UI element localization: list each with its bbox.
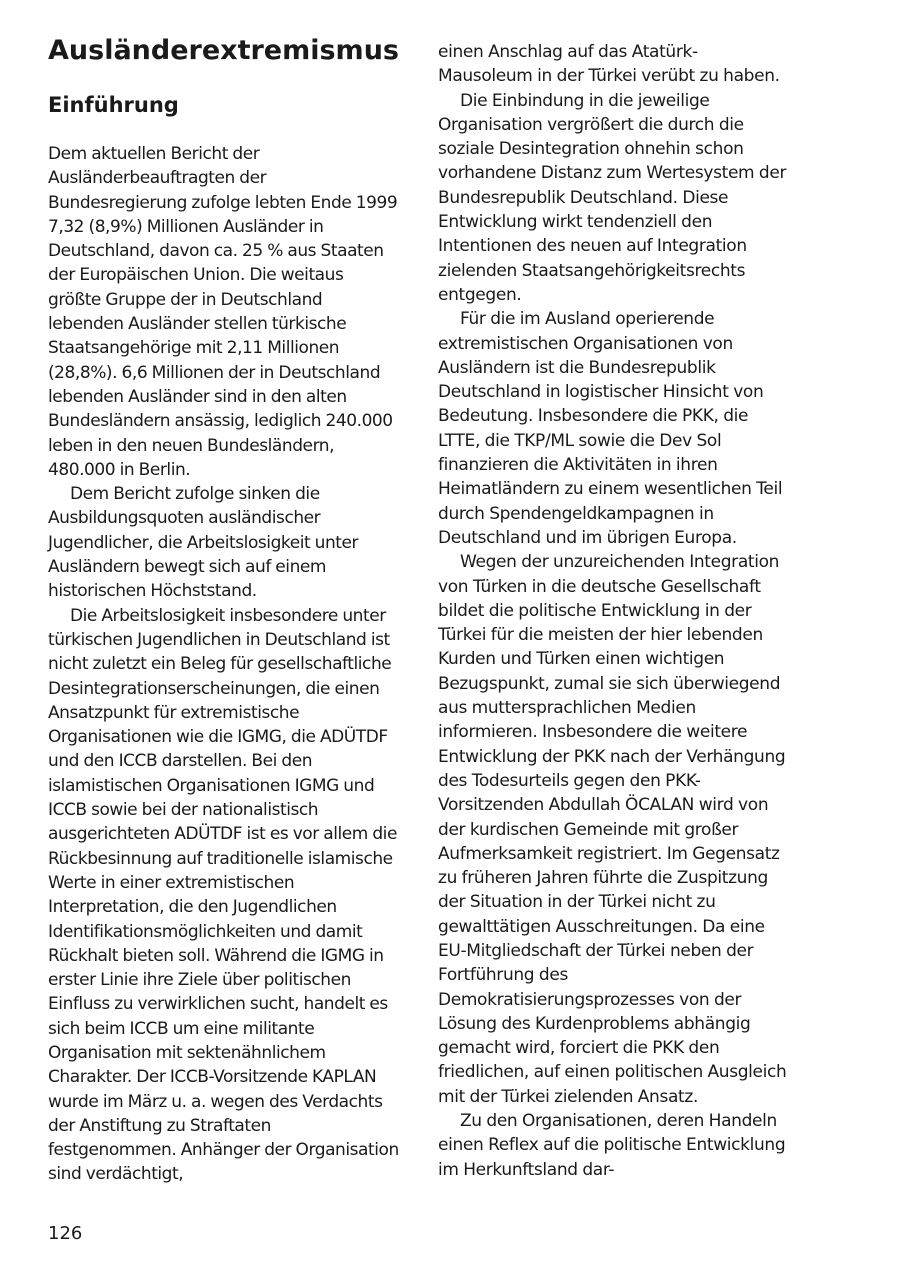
left-column <box>48 32 400 1187</box>
body-paragraph: Für die im Ausland operierende extremistischen Organisationen von Ausländern ist die Bundesrepublik Deutschland in logistischer Hinsicht von Bedeutung. Insbesondere die PKK, die LTTE, die TKP/ML sowie die Dev Sol finanzieren die Aktivitäten in ihren Heimatländern zu einem wesentlichen Teil durch Spendengeldkampagnen in Deutschland und im übrigen Europa. <box>438 309 783 548</box>
body-paragraph: einen Anschlag auf das Atatürk-Mausoleum in der Türkei verübt zu haben. <box>438 42 780 87</box>
body-paragraph: Die Arbeitslosigkeit insbesondere unter türkischen Jugendlichen in Deutschland ist nicht zuletzt ein Beleg für gesellschaftliche Desintegrationserscheinungen, die einen Ansatzpunkt für extremistische Organisationen wie die IGMG, die ADÜTDF und den ICCB darstellen. Bei den islamistischen Organisationen IGMG und ICCB sowie bei der nationalistisch ausgerichteten ADÜTDF ist es vor allem die Rückbesinnung auf traditionelle islamische Werte in einer extremistischen Interpretation, die den Jugendlichen Identifikationsmöglichkeiten und damit Rückhalt bieten soll. Während die IGMG in erster Linie ihre Ziele über politischen Einfluss zu verwirklichen sucht, handelt es sich beim ICCB um eine militante Organisation mit sektenähnlichem Charakter. Der ICCB-Vorsitzende KAPLAN wurde im März u. a. wegen des Verdachts der Anstiftung zu Straftaten festgenommen. Anhänger der Organisation sind verdächtigt, <box>48 605 399 1185</box>
body-paragraph: Dem aktuellen Bericht der Ausländerbeauftragten der Bundesregierung zufolge lebten Ende 1999 7,32 (8,9%) Millionen Ausländer in Deutschland, davon ca. 25 % aus Staaten der Europäischen Union. Die weitaus größte Gruppe der in Deutschland lebenden Ausländer stellen türkische Staatsangehörige mit 2,11 Millionen (28,8%). 6,6 Millionen der in Deutschland lebenden Ausländer sind in den alten Bundesländern ansässig, lediglich 240.000 leben in den neuen Bundesländern, 480.000 in Berlin. <box>48 144 398 480</box>
body-paragraph: Die Einbindung in die jeweilige Organisation vergrößert die durch die soziale Desintegration ohnehin schon vorhandene Distanz zum Wertesystem der Bundesrepublik Deutschland. Diese Entwicklung wirkt tendenziell den Intentionen des neuen auf Integration zielenden Staatsangehörigkeitsrechts entgegen. <box>438 90 787 305</box>
body-paragraph: Zu den Organisationen, deren Handeln einen Reflex auf die politische Entwicklung im Herkunftsland dar- <box>438 1111 786 1180</box>
body-paragraph: Wegen der unzureichenden Integration von Türken in die deutsche Gesellschaft bildet die politische Entwicklung in der Türkei für die meisten der hier lebenden Kurden und Türken einen wichtigen Bezugspunkt, zumal sie sich überwiegend aus muttersprachlichen Medien informieren. Insbesondere die weitere Entwicklung der PKK nach der Verhängung des Todesurteils gegen den PKK-Vorsitzenden Abdullah ÖCALAN wird von der kurdischen Gemeinde mit großer Aufmerksamkeit registriert. Im Gegensatz zu früheren Jahren führte die Zuspitzung der Situation in der Türkei nicht zu gewalttätigen Ausschreitungen. Da eine EU-Mitgliedschaft der Türkei neben der Fortführung des Demokratisierungsprozesses von der Lösung des Kurdenproblems abhängig gemacht wird, forciert die PKK den friedlichen, auf einen politischen Ausgleich mit der Türkei zielenden Ansatz. <box>438 552 787 1107</box>
section-title: Einführung <box>48 93 179 117</box>
page-number: 126 <box>48 1223 83 1244</box>
chapter-title: Ausländerextremismus <box>48 35 399 66</box>
body-paragraph: Dem Bericht zufolge sinken die Ausbildungsquoten ausländischer Jugendlicher, die Arbeitslosigkeit unter Ausländern bewegt sich auf einem historischen Höchststand. <box>48 484 359 602</box>
right-column <box>438 40 790 1182</box>
